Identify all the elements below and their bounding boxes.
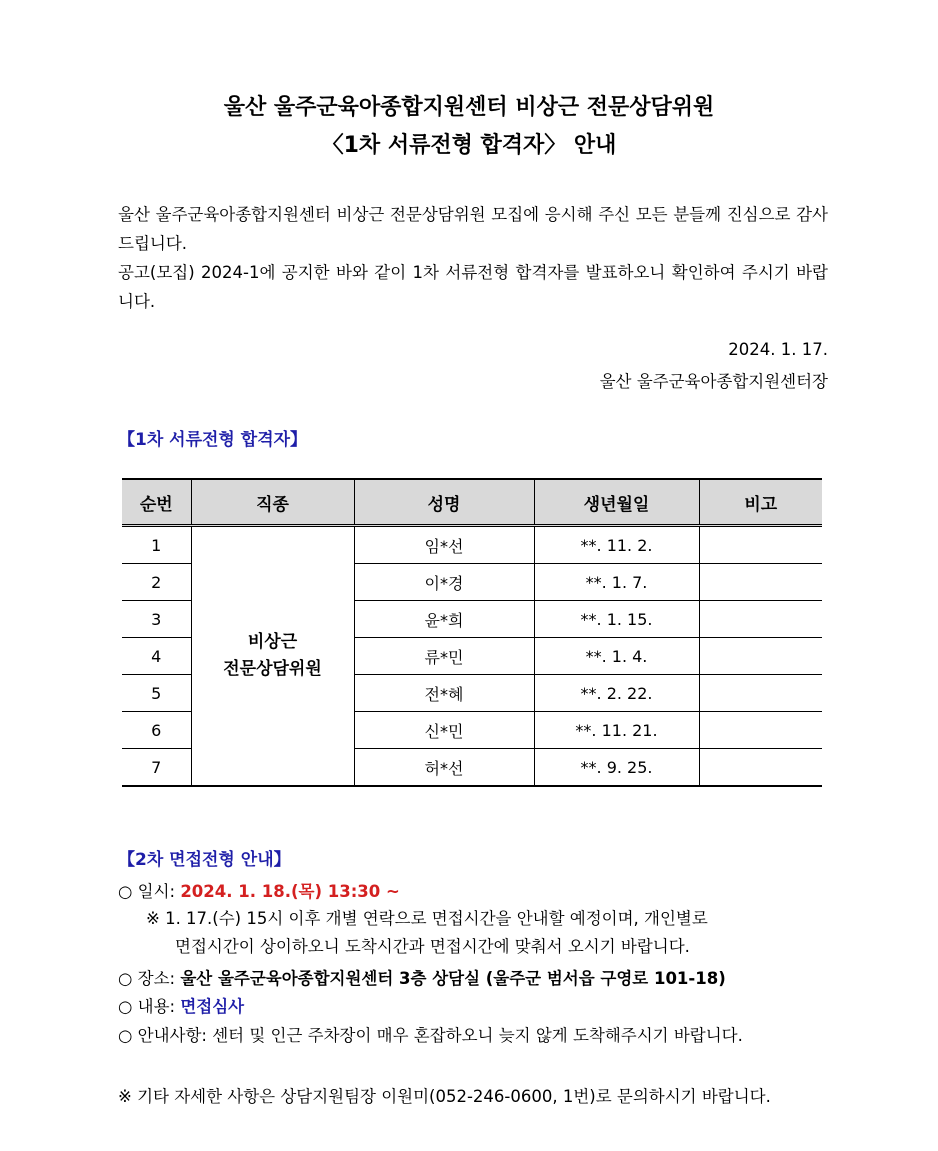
cell-birth: **. 1. 4. [534,638,699,675]
cell-name: 허*선 [354,749,534,787]
cell-no: 7 [122,749,191,787]
cell-no: 2 [122,564,191,601]
header-name: 성명 [354,479,534,526]
cell-note [699,601,822,638]
cell-job [191,526,354,787]
table-row [122,526,822,564]
schedule-note-line-2: 면접시간이 상이하오니 도착시간과 면접시간에 맞춰서 오시기 바랍니다. [175,937,690,956]
content-value: 면접심사 [180,997,245,1016]
schedule-line [118,878,400,902]
cell-note [699,526,822,564]
page-subtitle: 〈1차 서류전형 합격자〉 안내 [321,133,617,158]
header-job: 직종 [191,479,354,526]
cell-name: 전*혜 [354,675,534,712]
page-title: 울산 울주군육아종합지원센터 비상근 전문상담위원 [223,95,715,120]
cell-birth: **. 9. 25. [534,749,699,787]
cell-note [699,749,822,787]
place-line [118,965,726,989]
cell-name: 이*경 [354,564,534,601]
cell-note [699,638,822,675]
cell-name: 임*선 [354,526,534,564]
guide-line: ○ 안내사항: 센터 및 인근 주차장이 매우 혼잡하오니 늦지 않게 도착해주시기 바랍니다. [118,1026,743,1045]
cell-no: 5 [122,675,191,712]
cell-name: 류*민 [354,638,534,675]
passers-table [122,478,822,787]
cell-birth: **. 1. 15. [534,601,699,638]
cell-note [699,564,822,601]
header-note: 비고 [699,479,822,526]
cell-note [699,675,822,712]
contact-footer: ※ 기타 자세한 사항은 상담지원팀장 이원미(052-246-0600, 1번)로 문의하시기 바랍니다. [118,1087,771,1106]
issuer-name: 울산 울주군육아종합지원센터장 [599,372,828,391]
announcement-date: 2024. 1. 17. [728,340,828,359]
cell-note [699,712,822,749]
place-label: ○ 장소: [118,969,181,988]
content-label: ○ 내용: [118,997,181,1016]
cell-name: 신*민 [354,712,534,749]
content-line [118,993,244,1017]
cell-no: 6 [122,712,191,749]
header-no: 순번 [122,479,191,526]
header-birth: 생년월일 [534,479,699,526]
cell-birth: **. 2. 22. [534,675,699,712]
cell-birth: **. 11. 21. [534,712,699,749]
table-header-row [122,479,822,526]
place-value: 울산 울주군육아종합지원센터 3층 상담실 (울주군 범서읍 구영로 101-18) [180,969,726,988]
cell-no: 4 [122,638,191,675]
cell-birth: **. 11. 2. [534,526,699,564]
schedule-value: 2024. 1. 18.(목) 13:30 ~ [180,882,400,901]
intro-paragraph-2: 공고(모집) 2024-1에 공지한 바와 같이 1차 서류전형 합격자를 발표하오니 확인하여 주시기 바랍니다. [118,263,828,311]
cell-no: 3 [122,601,191,638]
schedule-note-line-1: ※ 1. 17.(수) 15시 이후 개별 연락으로 면접시간을 안내할 예정이며, 개인별로 [146,909,708,928]
section-heading-passers: 【1차 서류전형 합격자】 [118,430,308,450]
schedule-label: ○ 일시: [118,882,181,901]
section-heading-interview: 【2차 면접전형 안내】 [118,850,291,870]
intro-paragraph-1: 울산 울주군육아종합지원센터 비상근 전문상담위원 모집에 응시해 주신 모든 분들께 진심으로 감사드립니다. [118,205,828,253]
cell-no: 1 [122,526,191,564]
job-line-1: 비상근 [247,632,298,652]
job-line-2: 전문상담위원 [223,659,322,679]
cell-name: 윤*희 [354,601,534,638]
cell-birth: **. 1. 7. [534,564,699,601]
